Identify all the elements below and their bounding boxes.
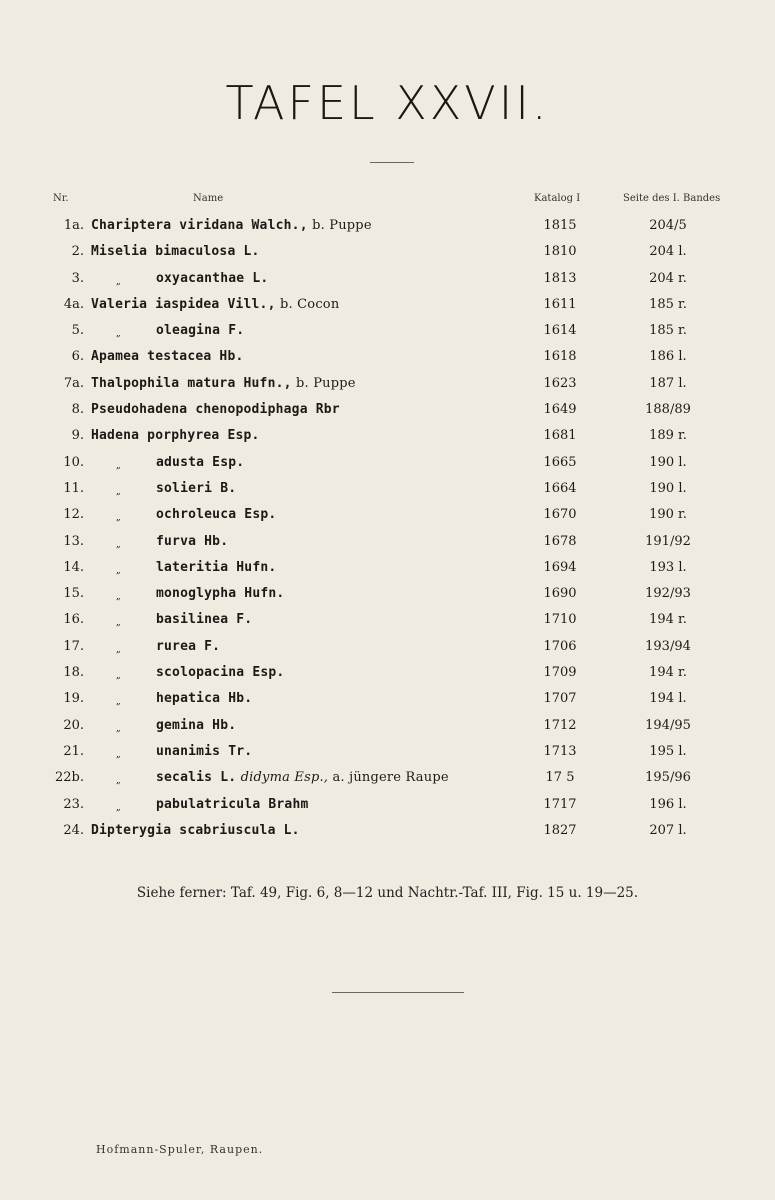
species-name-cell: [156, 323, 244, 338]
species-name-cell: [156, 770, 449, 785]
katalog-number: 1690: [543, 586, 577, 602]
species-name-cell: [156, 560, 276, 575]
ditto-mark: „: [116, 460, 121, 471]
row-number: 9.: [71, 428, 84, 444]
page-footer: Hofmann-Spuler, Raupen.: [96, 1143, 264, 1156]
table-row: [0, 240, 775, 266]
species-name: oxyacanthae L.: [156, 270, 269, 286]
species-name-cell: [156, 744, 252, 759]
ditto-mark: „: [116, 723, 121, 734]
row-number: 14.: [63, 559, 84, 575]
row-number: 11.: [63, 480, 84, 496]
species-name-cell: [156, 639, 220, 654]
katalog-number: 1717: [543, 796, 577, 812]
species-name-cell: [156, 612, 252, 627]
page-reference: 193/94: [645, 638, 691, 654]
page-reference: 185 r.: [649, 296, 687, 312]
katalog-number: 1670: [543, 507, 577, 523]
specimen-note-text: b. Puppe: [307, 218, 372, 233]
table-row: [0, 714, 775, 740]
page-reference: 191/92: [645, 533, 691, 549]
ditto-mark: „: [116, 776, 121, 787]
row-number: 19.: [63, 691, 84, 707]
species-name-cell: [156, 797, 309, 812]
katalog-number: 1611: [543, 296, 577, 312]
species-name-cell: [91, 823, 300, 838]
katalog-number: 1827: [543, 822, 577, 838]
katalog-number: 1614: [543, 323, 577, 339]
species-name: gemina Hb.: [156, 717, 237, 733]
table-row: [0, 766, 775, 792]
species-name-cell: [156, 665, 284, 680]
table-row: [0, 293, 775, 319]
table-row: [0, 556, 775, 582]
species-name-cell: [91, 244, 260, 259]
row-number: 8.: [71, 402, 84, 418]
bottom-divider: [332, 992, 464, 993]
page-reference: 188/89: [645, 402, 691, 418]
page-reference: 190 r.: [649, 507, 687, 523]
species-name-cell: [91, 376, 356, 391]
species-name: secalis L.: [156, 770, 237, 786]
page-reference: 195 l.: [649, 743, 687, 759]
ditto-mark: „: [116, 276, 121, 287]
row-number: 15.: [63, 586, 84, 602]
katalog-number: 1618: [543, 349, 577, 365]
ditto-mark: „: [116, 513, 121, 524]
page-reference: 196 l.: [649, 796, 687, 812]
ditto-mark: „: [116, 329, 121, 340]
table-row: [0, 635, 775, 661]
species-name-cell: [156, 534, 228, 549]
page-reference: 190 l.: [649, 454, 687, 470]
page-reference: 187 l.: [649, 375, 687, 391]
table-row: [0, 319, 775, 345]
row-number: 4a.: [63, 296, 84, 312]
species-name: Miselia bimaculosa L.: [91, 244, 260, 260]
row-number: 22b.: [55, 770, 84, 786]
page-reference: 207 l.: [649, 822, 687, 838]
katalog-number: 1813: [543, 270, 577, 286]
katalog-number: 1707: [543, 691, 577, 707]
species-name: scolopacina Esp.: [156, 665, 285, 681]
katalog-number: 1665: [543, 454, 577, 470]
row-number: 23.: [63, 796, 84, 812]
species-name: pabulatricula Brahm: [156, 796, 309, 812]
row-number: 2.: [71, 244, 84, 260]
row-number: 5.: [71, 323, 84, 339]
page-reference: 193 l.: [649, 559, 687, 575]
row-number: 13.: [63, 533, 84, 549]
specimen-note: [236, 770, 448, 785]
ditto-mark: „: [116, 671, 121, 682]
table-row: [0, 530, 775, 556]
species-name-cell: [156, 718, 236, 733]
page-reference: 204 l.: [649, 244, 687, 260]
species-name: Thalpophila matura Hufn.,: [91, 375, 292, 391]
species-name-cell: [156, 586, 284, 601]
page-reference: 189 r.: [649, 428, 687, 444]
page-reference: 195/96: [645, 770, 691, 786]
page-reference: 194/95: [645, 717, 691, 733]
table-row: [0, 398, 775, 424]
table-row: [0, 608, 775, 634]
page-reference: 194 l.: [649, 691, 687, 707]
species-name-cell: [91, 297, 339, 312]
species-name-cell: [156, 455, 244, 470]
row-number: 20.: [63, 717, 84, 733]
species-name: solieri B.: [156, 480, 237, 496]
katalog-number: 1706: [543, 638, 577, 654]
header-seite: Seite des I. Bandes: [623, 193, 721, 204]
ditto-mark: „: [116, 644, 121, 655]
row-number: 1a.: [63, 218, 84, 233]
species-name-cell: [91, 402, 340, 417]
row-number: 18.: [63, 665, 84, 681]
row-number: 17.: [63, 638, 84, 654]
species-table: [0, 214, 775, 845]
species-name-cell: [91, 428, 260, 443]
species-name-cell: [91, 218, 372, 233]
species-name: lateritia Hufn.: [156, 559, 277, 575]
table-row: [0, 345, 775, 371]
species-name: ochroleuca Esp.: [156, 507, 277, 523]
reference-note: Siehe ferner: Taf. 49, Fig. 6, 8—12 und Nachtr.-Taf. III, Fig. 15 u. 19—25.: [136, 885, 639, 901]
page-reference: 192/93: [645, 586, 691, 602]
title-divider: [370, 162, 414, 163]
katalog-number: 17 5: [545, 770, 575, 786]
specimen-note: [308, 218, 372, 233]
specimen-note-tail: a. jüngere Raupe: [328, 770, 449, 786]
species-name: Pseudohadena chenopodiphaga Rbr: [91, 402, 340, 418]
species-name: basilinea F.: [156, 612, 253, 628]
katalog-number: 1678: [543, 533, 577, 549]
table-row: [0, 477, 775, 503]
page-reference: 204/5: [649, 218, 687, 233]
page-reference: 185 r.: [649, 323, 687, 339]
species-name: Valeria iaspidea Vill.,: [91, 296, 276, 312]
row-number: 6.: [71, 349, 84, 365]
specimen-note: [292, 376, 356, 391]
table-row: [0, 424, 775, 450]
species-name: furva Hb.: [156, 533, 229, 549]
table-row: [0, 793, 775, 819]
katalog-number: 1713: [543, 743, 577, 759]
table-row: [0, 503, 775, 529]
species-name: adusta Esp.: [156, 454, 245, 470]
table-row: [0, 214, 775, 240]
ditto-mark: „: [116, 802, 121, 813]
ditto-mark: „: [116, 486, 121, 497]
specimen-note-text: b. Cocon: [275, 296, 340, 312]
species-name: rurea F.: [156, 638, 221, 654]
page-reference: 204 r.: [649, 270, 687, 286]
katalog-number: 1712: [543, 717, 577, 733]
table-row: [0, 372, 775, 398]
row-number: 7a.: [63, 375, 84, 391]
katalog-number: 1694: [543, 559, 577, 575]
table-row: [0, 582, 775, 608]
species-name-cell: [156, 271, 268, 286]
row-number: 21.: [63, 743, 84, 759]
page-reference: 194 r.: [649, 665, 687, 681]
katalog-number: 1815: [543, 218, 577, 233]
specimen-note-text: b. Puppe: [291, 375, 356, 391]
species-name: oleagina F.: [156, 323, 245, 339]
katalog-number: 1681: [543, 428, 577, 444]
species-name-cell: [156, 481, 236, 496]
species-name-cell: [156, 507, 276, 522]
row-number: 24.: [63, 822, 84, 838]
species-name-cell: [91, 349, 244, 364]
species-name: unanimis Tr.: [156, 743, 253, 759]
ditto-mark: „: [116, 592, 121, 603]
species-name-cell: [156, 691, 252, 706]
table-row: [0, 267, 775, 293]
katalog-number: 1623: [543, 375, 577, 391]
katalog-number: 1709: [543, 665, 577, 681]
header-name: Name: [193, 193, 224, 204]
table-row: [0, 740, 775, 766]
species-name: monoglypha Hufn.: [156, 586, 285, 602]
synonym-italic: didyma Esp.,: [240, 770, 329, 786]
row-number: 12.: [63, 507, 84, 523]
table-row: [0, 661, 775, 687]
specimen-note: [276, 297, 340, 312]
katalog-number: 1810: [543, 244, 577, 260]
ditto-mark: „: [116, 539, 121, 550]
row-number: 10.: [63, 454, 84, 470]
species-name: Dipterygia scabriuscula L.: [91, 822, 300, 838]
page-reference: 194 r.: [649, 612, 687, 628]
ditto-mark: „: [116, 565, 121, 576]
header-katalog: Katalog I: [534, 193, 581, 204]
page-title: TAFEL XXVII.: [225, 76, 550, 130]
table-row: [0, 819, 775, 845]
table-row: [0, 451, 775, 477]
page-reference: 186 l.: [649, 349, 687, 365]
row-number: 16.: [63, 612, 84, 628]
katalog-number: 1664: [543, 480, 577, 496]
katalog-number: 1649: [543, 402, 577, 418]
katalog-number: 1710: [543, 612, 577, 628]
species-name: Hadena porphyrea Esp.: [91, 428, 260, 444]
row-number: 3.: [71, 270, 84, 286]
header-nr: Nr.: [53, 193, 69, 204]
species-name: hepatica Hb.: [156, 691, 253, 707]
species-name: Chariptera viridana Walch.,: [91, 218, 308, 233]
table-row: [0, 687, 775, 713]
ditto-mark: „: [116, 749, 121, 760]
ditto-mark: „: [116, 697, 121, 708]
ditto-mark: „: [116, 618, 121, 629]
species-name: Apamea testacea Hb.: [91, 349, 244, 365]
page-reference: 190 l.: [649, 480, 687, 496]
